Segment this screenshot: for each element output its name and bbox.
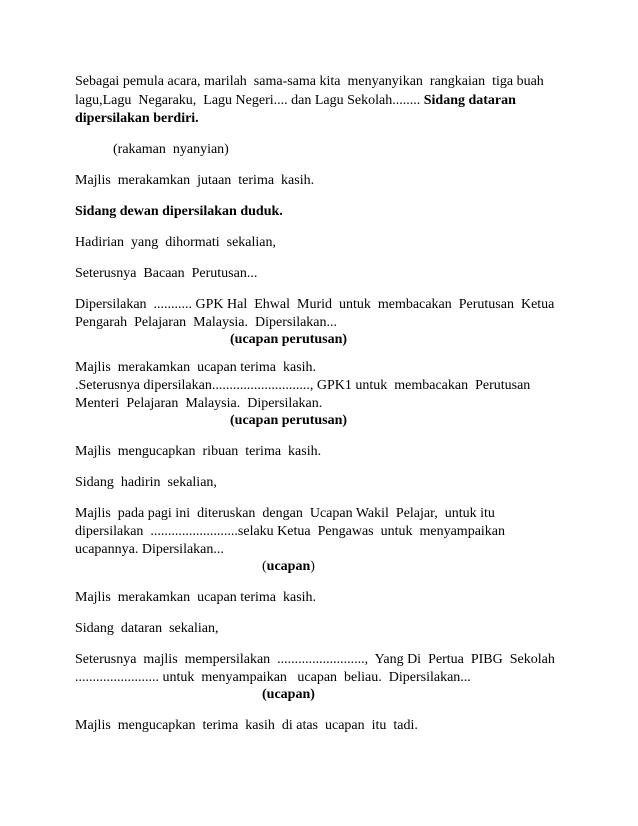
perutusan-1-line-1: Dipersilakan ........... GPK Hal Ehwal Murid untuk membacakan Perutusan Ketua xyxy=(75,297,555,312)
opening-line-3-bold: dipersilakan berdiri. xyxy=(75,111,199,126)
paragraph-sit-down: Sidang dewan dipersilakan duduk. xyxy=(75,204,283,219)
paragraph-thanks-3: Majlis merakamkan ucapan terima kasih. xyxy=(75,590,317,605)
paragraph-hadirin: Sidang hadirin sekalian, xyxy=(75,475,217,490)
paragraph-thanks-1: Majlis merakamkan jutaan terima kasih. xyxy=(75,173,315,188)
paragraph-bacaan: Seterusnya Bacaan Perutusan... xyxy=(75,266,258,281)
opening-line-2 xyxy=(75,92,516,109)
opening-line-1: Sebagai pemula acara, marilah sama-sama kita menyanyikan rangkaian tiga buah xyxy=(75,74,544,89)
opening-line-2-text: lagu,Lagu Negaraku, Lagu Negeri.... dan Lagu Sekolah........ xyxy=(75,93,424,108)
paragraph-closing-thanks: Majlis mengucapkan terima kasih di atas ucapan itu tadi. xyxy=(75,718,418,733)
label-ucapan-bold: ucapan xyxy=(266,559,311,574)
paragraph-greeting: Hadirian yang dihormati sekalian, xyxy=(75,235,276,250)
paragraph-thanks-2: Majlis mengucapkan ribuan terima kasih. xyxy=(75,444,322,459)
perutusan-2-label: (ucapan perutusan) xyxy=(230,413,348,428)
ucapan-pelajar-line-3: ucapannya. Dipersilakan... xyxy=(75,542,224,557)
ucapan-pibg-label: (ucapan) xyxy=(262,687,315,702)
opening-line-2-bold: Sidang dataran xyxy=(423,93,516,108)
perutusan-1-label: (ucapan perutusan) xyxy=(230,332,348,347)
label-open-paren: ( xyxy=(262,559,267,574)
label-close-paren: ) xyxy=(310,559,315,574)
perutusan-2-line-3: Menteri Pelajaran Malaysia. Dipersilakan. xyxy=(75,396,323,411)
ucapan-pibg-line-1: Seterusnya majlis mempersilakan ........................., Yang Di Pertua PIBG Sekolah xyxy=(75,652,555,667)
ucapan-pibg-line-2: ........................ untuk menyampaikan ucapan beliau. Dipersilakan... xyxy=(75,670,471,685)
ucapan-pelajar-line-2: dipersilakan .........................selaku Ketua Pengawas untuk menyampaikan xyxy=(75,524,506,539)
perutusan-2-line-2: .Seterusnya dipersilakan............................, GPK1 untuk membacakan Perutusan xyxy=(75,378,531,393)
rakaman-nyanyian: (rakaman nyanyian) xyxy=(113,142,229,157)
ucapan-pelajar-line-1: Majlis pada pagi ini diteruskan dengan Ucapan Wakil Pelajar, untuk itu xyxy=(75,506,495,521)
perutusan-1-line-2: Pengarah Pelajaran Malaysia. Dipersilakan... xyxy=(75,315,338,330)
paragraph-dataran: Sidang dataran sekalian, xyxy=(75,621,219,636)
perutusan-2-line-1: Majlis merakamkan ucapan terima kasih. xyxy=(75,360,317,375)
ucapan-pelajar-label xyxy=(262,558,315,575)
